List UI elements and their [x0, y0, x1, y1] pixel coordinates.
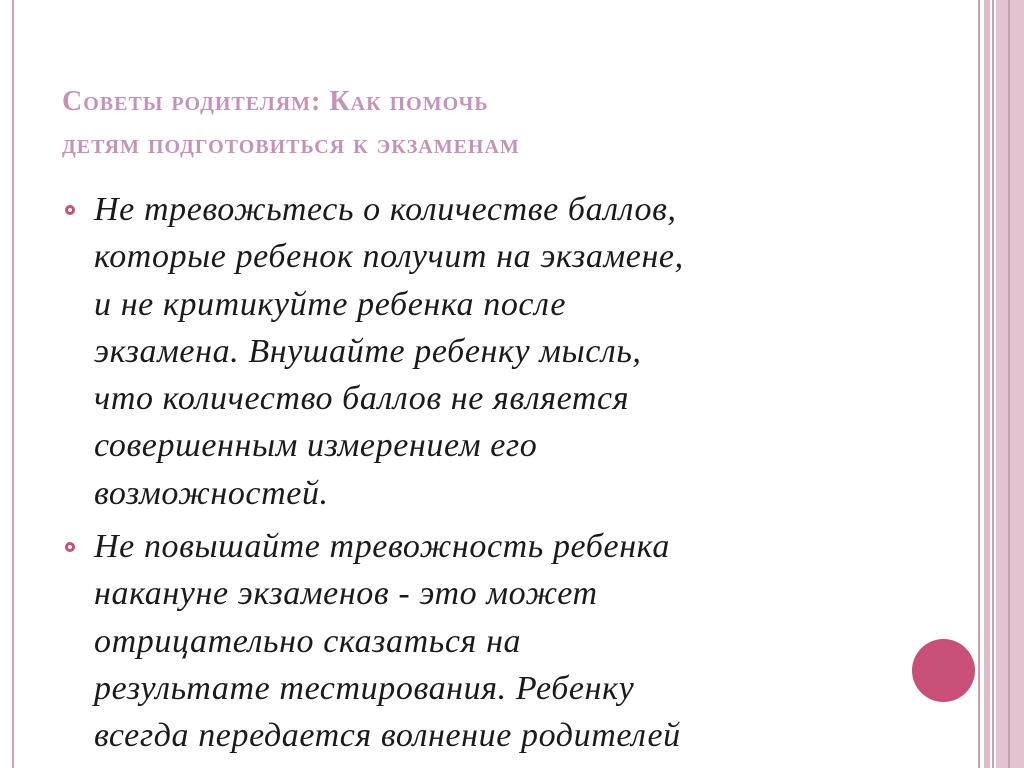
text-line: которые ребенок получит на экзамене, [94, 238, 684, 276]
text-line: всегда передается волнение родителей [94, 717, 681, 755]
title-line: Советы родителям: Как помочь [62, 86, 489, 117]
text-line: совершенным измерением его [94, 427, 538, 465]
right-decorative-stripes [978, 0, 1024, 768]
text-line: результате тестирования. Ребенку [94, 669, 635, 707]
stripe [996, 0, 1024, 768]
bullet-item [62, 523, 892, 759]
stripe [992, 0, 994, 768]
stripe [978, 0, 980, 768]
bullet-circle-icon [65, 205, 75, 215]
text-line: возможностей. [94, 474, 329, 512]
text-line: экзамена. Внушайте ребенку мысль, [94, 332, 642, 370]
text-line: Не тревожьтесь о количестве баллов, [94, 191, 677, 228]
text-line: Не повышайте тревожность ребенка [94, 528, 670, 566]
bullet-text [94, 523, 892, 759]
decorative-circle [912, 639, 975, 702]
text-line: отрицательно сказаться на [94, 622, 522, 660]
stripe [1008, 0, 1010, 768]
bullet-list [62, 186, 892, 766]
bullet-text [94, 186, 892, 517]
text-line: и не критикуйте ребенка после [94, 285, 567, 323]
text-line: что количество баллов не является [94, 380, 630, 418]
stripe [984, 0, 990, 768]
slide-title [62, 80, 902, 166]
bullet-circle-icon [65, 542, 75, 552]
title-line: детям подготовиться к экзаменам [62, 129, 520, 160]
text-line: накануне экзаменов - это может [94, 575, 598, 613]
bullet-item [62, 186, 892, 517]
left-frame-line [12, 0, 14, 768]
